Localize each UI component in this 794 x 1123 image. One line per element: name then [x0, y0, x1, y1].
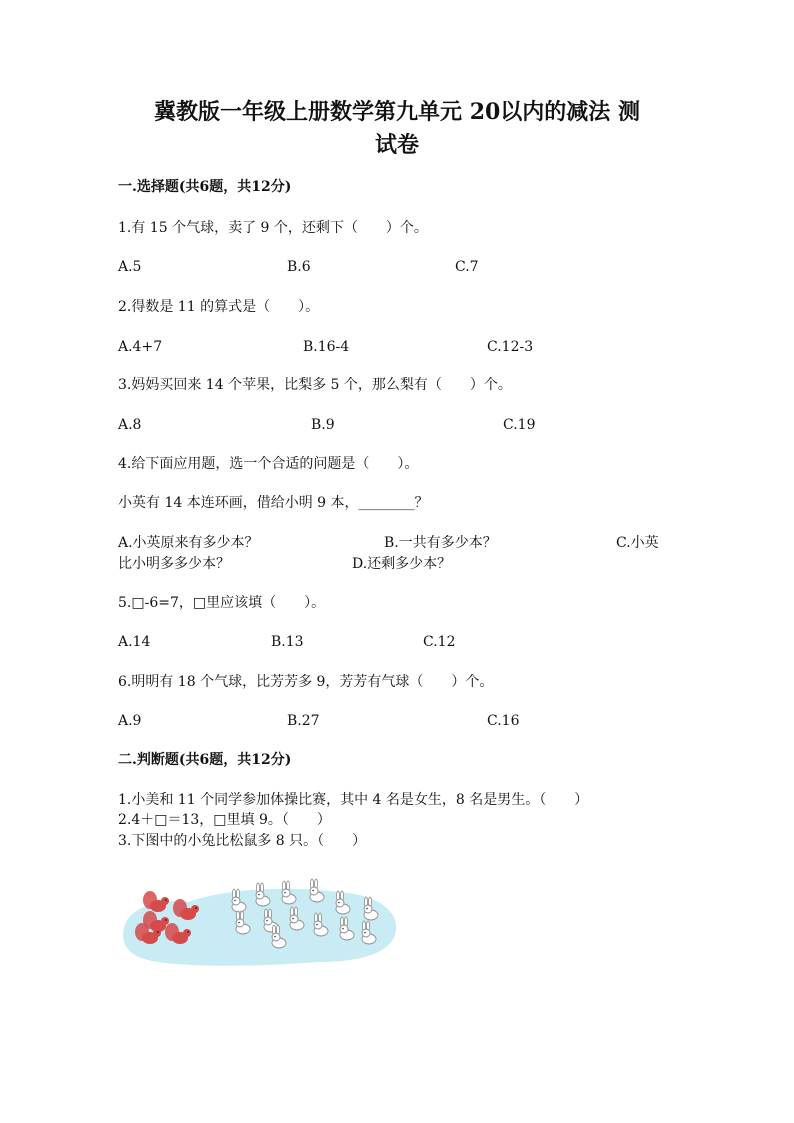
question-4-option-c-part1: C.小英: [616, 535, 659, 551]
question-4-option-a: A.小英原来有多少本？: [118, 535, 259, 551]
page-title-line2: 试卷: [374, 132, 419, 158]
question-6-option-c: C.16: [487, 713, 520, 729]
question-6-stem: 6.明明有 18 个气球，比芳芳多 9，芳芳有气球（ ）个。: [118, 674, 494, 690]
question-3-option-c: C.19: [503, 417, 536, 433]
page-title-line1: 冀教版一年级上册数学第九单元 20以内的减法 测: [154, 99, 640, 125]
question-1-stem: 1.有 15 个气球，卖了 9 个，还剩下（ ）个。: [118, 220, 428, 236]
question-5-option-a: A.14: [118, 634, 151, 650]
question-3-stem: 3.妈妈买回来 14 个苹果，比梨多 5 个，那么梨有（ ）个。: [118, 377, 512, 393]
question-2-option-c: C.12-3: [487, 339, 534, 355]
section2-heading: 二.判断题(共6题，共12分): [118, 752, 292, 768]
question-2-option-a: A.4+7: [118, 339, 163, 355]
question-1-option-a: A.5: [118, 259, 142, 275]
question-3-option-b: B.9: [311, 417, 335, 433]
section1-heading: 一.选择题(共6题，共12分): [118, 179, 292, 195]
question-6-option-a: A.9: [118, 713, 142, 729]
judge-question-1: 1.小美和 11 个同学参加体操比赛，其中 4 名是女生，8 名是男生。（ ）: [118, 792, 589, 808]
question-1-option-c: C.7: [455, 259, 479, 275]
squirrels-rabbits-picture: [118, 878, 400, 968]
judge-question-2: 2.4＋□＝13，□里填 9。（ ）: [118, 812, 331, 828]
question-6-option-b: B.27: [287, 713, 320, 729]
judge-question-3: 3.下图中的小兔比松鼠多 8 只。（ ）: [118, 833, 367, 849]
question-5-option-b: B.13: [271, 634, 304, 650]
question-4-option-b: B.一共有多少本？: [384, 535, 497, 551]
question-3-option-a: A.8: [118, 417, 142, 433]
question-4-option-d: D.还剩多少本？: [352, 556, 452, 572]
question-4-option-c-part2: 比小明多多少本？: [118, 556, 230, 572]
question-5-option-c: C.12: [423, 634, 456, 650]
question-1-option-b: B.6: [287, 259, 311, 275]
question-4-context: 小英有 14 本连环画，借给小明 9 本，________？: [118, 495, 429, 511]
question-2-stem: 2.得数是 11 的算式是（ ）。: [118, 299, 320, 315]
question-5-stem: 5.□-6=7，□里应该填（ ）。: [118, 595, 326, 611]
question-4-stem: 4.给下面应用题，选一个合适的问题是（ ）。: [118, 456, 419, 472]
question-2-option-b: B.16-4: [303, 339, 350, 355]
